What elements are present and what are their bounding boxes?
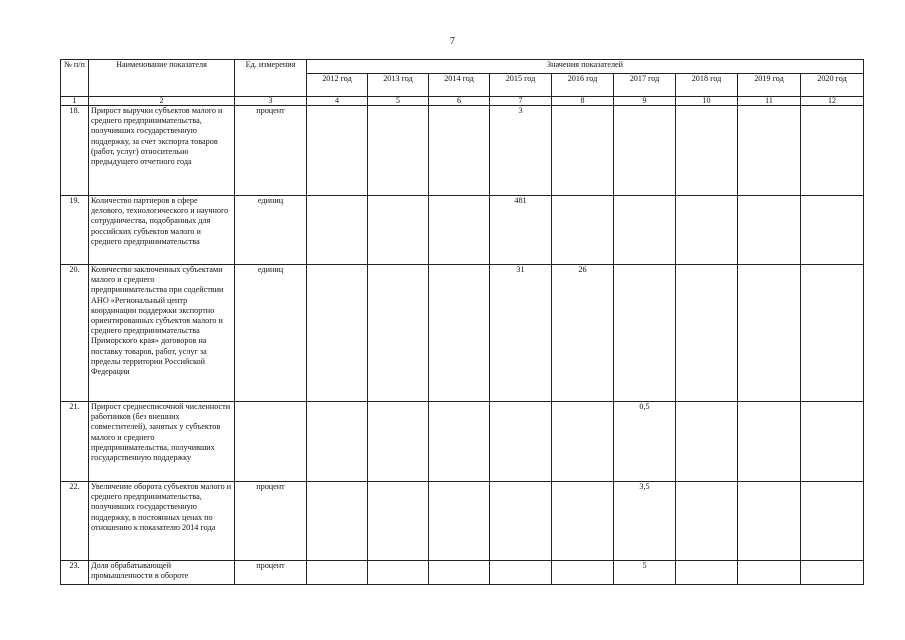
- header-name: Наименование показателя: [89, 60, 235, 97]
- value-cell: 5: [614, 561, 676, 585]
- value-cell: 481: [490, 196, 552, 265]
- header-year: 2016 год: [552, 74, 614, 97]
- value-cell: [368, 265, 429, 402]
- page-number: 7: [450, 36, 455, 47]
- column-number: 2: [89, 97, 235, 106]
- header-year: 2018 год: [676, 74, 738, 97]
- header-year: 2020 год: [801, 74, 864, 97]
- indicators-table: [60, 59, 864, 585]
- value-cell: [552, 106, 614, 196]
- indicator-name: Доля обрабатывающей промышленности в обороте: [89, 561, 235, 585]
- table-row: [61, 402, 864, 482]
- value-cell: [676, 106, 738, 196]
- value-cell: [614, 265, 676, 402]
- indicator-name: Количество партнеров в сфере делового, технологического и научного сотрудничества, подобранных для российских субъектов малого и среднего предпринимательства: [89, 196, 235, 265]
- value-cell: [429, 265, 490, 402]
- row-number: 22.: [61, 482, 89, 561]
- value-cell: [552, 561, 614, 585]
- row-number: 19.: [61, 196, 89, 265]
- column-number: 4: [307, 97, 368, 106]
- indicator-name: Прирост выручки субъектов малого и среднего предпринимательства, получивших государственную поддержку, за счет экспорта товаров (работ, услуг) относительно предыдущего отчетного года: [89, 106, 235, 196]
- column-number-row: [61, 97, 864, 106]
- column-number: 7: [490, 97, 552, 106]
- header-num: № п/п: [61, 60, 89, 97]
- value-cell: [307, 265, 368, 402]
- value-cell: [676, 561, 738, 585]
- row-number: 18.: [61, 106, 89, 196]
- header-year: 2019 год: [738, 74, 801, 97]
- value-cell: [738, 265, 801, 402]
- indicator-unit: процент: [235, 561, 307, 585]
- value-cell: [429, 482, 490, 561]
- value-cell: [490, 402, 552, 482]
- value-cell: [368, 482, 429, 561]
- value-cell: [368, 561, 429, 585]
- value-cell: [738, 106, 801, 196]
- indicator-unit: [235, 402, 307, 482]
- header-values-group: Значения показателей: [307, 60, 864, 74]
- value-cell: [614, 196, 676, 265]
- value-cell: [307, 106, 368, 196]
- indicator-unit: процент: [235, 482, 307, 561]
- header-year: 2013 год: [368, 74, 429, 97]
- value-cell: [490, 482, 552, 561]
- table-row: [61, 265, 864, 402]
- value-cell: [307, 482, 368, 561]
- value-cell: [552, 402, 614, 482]
- value-cell: [801, 482, 864, 561]
- indicator-name: Прирост среднесписочной численности работников (без внешних совместителей), занятых у субъектов малого и среднего предпринимательства, получивших государственную поддержку: [89, 402, 235, 482]
- table-row: [61, 106, 864, 196]
- value-cell: [801, 265, 864, 402]
- column-number: 5: [368, 97, 429, 106]
- value-cell: [429, 196, 490, 265]
- column-number: 12: [801, 97, 864, 106]
- column-number: 6: [429, 97, 490, 106]
- column-number: 3: [235, 97, 307, 106]
- row-number: 23.: [61, 561, 89, 585]
- column-number: 9: [614, 97, 676, 106]
- value-cell: [738, 402, 801, 482]
- table-row: [61, 561, 864, 585]
- value-cell: [738, 561, 801, 585]
- indicator-unit: процент: [235, 106, 307, 196]
- header-year: 2012 год: [307, 74, 368, 97]
- value-cell: [676, 196, 738, 265]
- header-year: 2014 год: [429, 74, 490, 97]
- header-year: 2017 год: [614, 74, 676, 97]
- indicator-name: Количество заключенных субъектами малого и среднего предпринимательства при содействии АНО «Региональный центр координации поддержки экспортно ориентированных субъектов малого и среднего предпринимательства Приморского края» договоров на поставку товаров, работ, услуг за пределы территории Российской Федерации: [89, 265, 235, 402]
- value-cell: [429, 106, 490, 196]
- value-cell: [368, 106, 429, 196]
- table-row: [61, 196, 864, 265]
- value-cell: [552, 196, 614, 265]
- column-number: 11: [738, 97, 801, 106]
- row-number: 21.: [61, 402, 89, 482]
- table-row: [61, 482, 864, 561]
- header-unit: Ед. измерения: [235, 60, 307, 97]
- value-cell: 26: [552, 265, 614, 402]
- row-number: 20.: [61, 265, 89, 402]
- value-cell: [676, 482, 738, 561]
- value-cell: 0,5: [614, 402, 676, 482]
- value-cell: [801, 196, 864, 265]
- value-cell: [368, 196, 429, 265]
- value-cell: 3: [490, 106, 552, 196]
- value-cell: 31: [490, 265, 552, 402]
- value-cell: [614, 106, 676, 196]
- column-number: 1: [61, 97, 89, 106]
- header-year: 2015 год: [490, 74, 552, 97]
- indicator-name: Увеличение оборота субъектов малого и среднего предпринимательства, получивших государственную поддержку, в постоянных ценах по отношению к показателю 2014 года: [89, 482, 235, 561]
- value-cell: [429, 561, 490, 585]
- value-cell: [307, 561, 368, 585]
- indicator-unit: единиц: [235, 196, 307, 265]
- indicator-unit: единиц: [235, 265, 307, 402]
- value-cell: [738, 196, 801, 265]
- value-cell: [676, 402, 738, 482]
- value-cell: [429, 402, 490, 482]
- value-cell: [552, 482, 614, 561]
- value-cell: [307, 196, 368, 265]
- column-number: 8: [552, 97, 614, 106]
- value-cell: 3,5: [614, 482, 676, 561]
- value-cell: [801, 402, 864, 482]
- value-cell: [801, 106, 864, 196]
- column-number: 10: [676, 97, 738, 106]
- value-cell: [676, 265, 738, 402]
- value-cell: [801, 561, 864, 585]
- value-cell: [368, 402, 429, 482]
- value-cell: [738, 482, 801, 561]
- value-cell: [307, 402, 368, 482]
- value-cell: [490, 561, 552, 585]
